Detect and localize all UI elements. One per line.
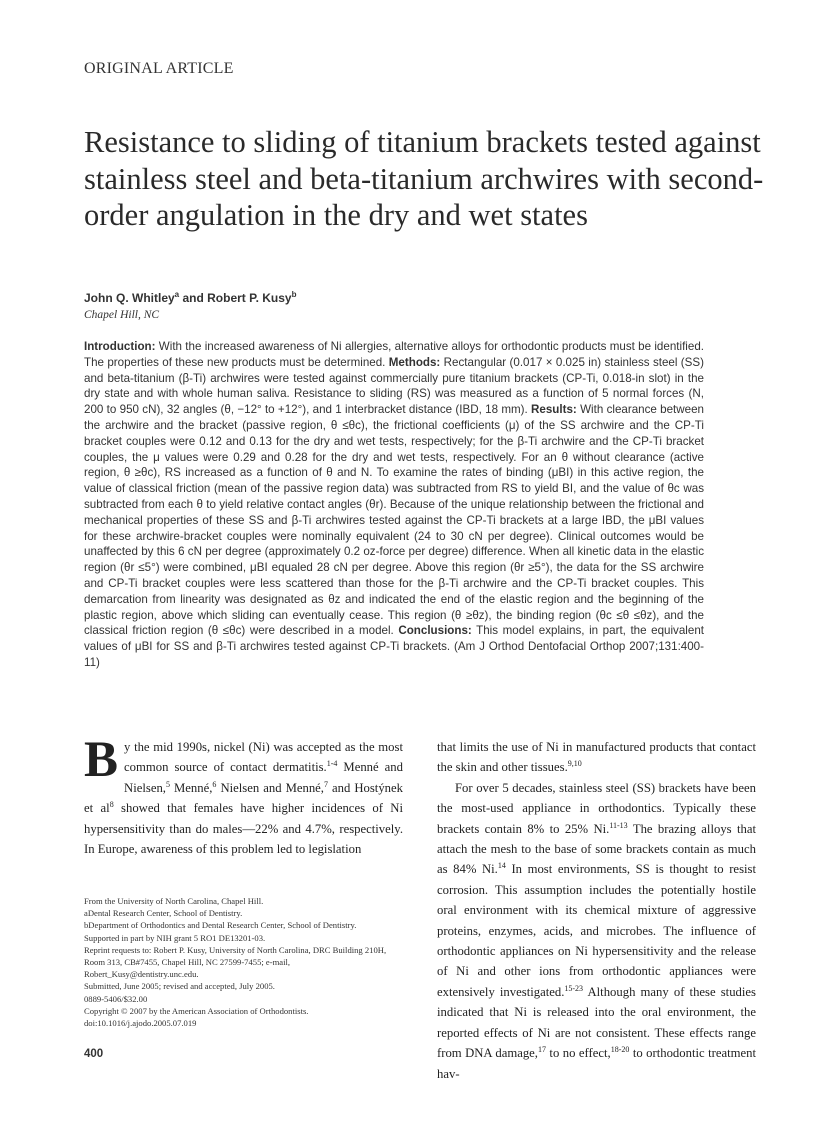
author-connector: and: [179, 291, 208, 305]
affiliation-marker: a: [174, 290, 180, 299]
reference-link[interactable]: 18-20: [610, 1044, 630, 1054]
section-label: ORIGINAL ARTICLE: [84, 60, 234, 77]
abstract-conclusions-label: Conclusions:: [398, 624, 472, 638]
body-text: Although many of these studies indicated that Ni is released into the oral environment, the reported effects of Ni are not consistent. These effects range from DNA damage,: [437, 984, 756, 1061]
footnote: bDepartment of Orthodontics and Dental Research Center, School of Dentistry.: [84, 920, 357, 931]
body-text: showed that females have higher incidences of Ni hypersensitivity than do males—22% and 4.7%, respectively. In Europe, awareness of this problem led to legislation: [84, 801, 403, 857]
article-title: Resistance to sliding of titanium brackets tested against stainless steel and beta-titanium archwires with second-order angulation in the dry and wet states: [84, 125, 764, 232]
abstract-intro-text: With the increased awareness of Ni allergies, alternative alloys for orthodontic products must be identified. The properties of these new products must be determined.: [84, 340, 704, 369]
reference-link[interactable]: 8: [109, 799, 114, 809]
body-text: that limits the use of Ni in manufactured products that contact the skin and other tissues.: [437, 740, 756, 775]
reference-link[interactable]: 14: [497, 861, 506, 871]
body-paragraph: [437, 778, 756, 1084]
reference-link[interactable]: 6: [212, 779, 217, 789]
body-text: y the mid 1990s, nickel (Ni) was accepted as the most common source of contact dermatitis.: [124, 740, 403, 775]
footnote: From the University of North Carolina, Chapel Hill.: [84, 896, 264, 906]
abstract-methods-label: Methods:: [388, 355, 441, 369]
body-text: Menné and Nielsen,: [124, 760, 403, 795]
footnote: Supported in part by NIH grant 5 RO1 DE13201-03.: [84, 932, 266, 943]
body-text: to orthodontic treatment hav-: [437, 1046, 756, 1081]
reference-link[interactable]: 7: [323, 779, 328, 789]
footnote: aDental Research Center, School of Dentistry.: [84, 908, 243, 919]
body-paragraph: [437, 737, 756, 778]
reference-link[interactable]: 1-4: [326, 759, 338, 769]
footnote: Submitted, June 2005; revised and accepted, July 2005.: [84, 981, 275, 992]
body-text: and Hostýnek et al: [84, 780, 403, 816]
body-text: Menné,: [169, 780, 213, 795]
author-line: [84, 291, 297, 305]
abstract-methods-text: Rectangular (0.017 × 0.025 in) stainless steel (SS) and beta-titanium (β-Ti) archwires were tested against commercially pure titanium brackets (CP-Ti, 0.018-in slot) in the dry state and with whole human saliva. Resistance to sliding (RS) was measured as a function of 5 normal forces (N, 200 to 950 cN), 32 angles (θ, −12° to +12°), and 1 interbracket distance (IBD, 18 mm).: [84, 355, 704, 417]
body-text: to no effect,: [545, 1046, 611, 1061]
footnote: 0889-5406/$32.00: [84, 993, 148, 1004]
doi-link[interactable]: doi:10.1016/j.ajodo.2005.07.019: [84, 1018, 197, 1029]
reference-link[interactable]: 5: [165, 779, 170, 789]
abstract: [84, 339, 704, 671]
drop-cap: B: [84, 732, 119, 788]
abstract-results-text: With clearance between the archwire and the bracket (passive region, θ ≤θc), the frictional coefficients (μ) of the SS archwire and the CP-Ti bracket couples were 0.12 and 0.13 for the dry and wet tests, respectively; for the β-Ti archwire and the CP-Ti bracket couples, the μ values were 0.29 and 0.28 for the dry and wet tests, respectively. For an θ without clearance (active region, θ ≥θc), RS increased as a function of θ and N. To examine the rates of binding (μBI) in this active region, the value of classical friction (mean of the passive region data) was subtracted from RS to yield BI, and the value of θc was subtracted from each θ to yield relative contact angles (θr). Because of the unique relationship between the frictional and mechanical properties of these SS and β-Ti archwires tested against the CP-Ti brackets at a large IBD, the μBI values for these archwire-bracket couples were nominally equivalent (24 to 30 cN per degree). Clinical outcomes would be unaffected by this 6 cN per degree (approximately 0.2 oz-force per degree) difference. When all kinetic data in the elastic region (θr ≤5°) were combined, μBI equaled 28 cN per degree. Above this region (θr ≥5°), the data for the SS archwire and CP-Ti bracket couples were less scattered than those for the β-Ti archwire and the CP-Ti bracket couples. This demarcation from linearity was designated as θz and indicated the end of the elastic region and the beginning of the plastic region, above which sliding can eventually cease. This region (θ ≥θz), the binding region (θc ≤θ ≤θz), and the classical friction region (θ ≤θc) were described in a model.: [84, 403, 704, 638]
footnotes: [84, 895, 404, 1029]
page-number: 400: [84, 1048, 104, 1060]
body-text: For over 5 decades, stainless steel (SS) brackets have been the most-used appliance in orthodontics. Typically these brackets contain 8% to 25% Ni.: [437, 780, 756, 836]
reference-link[interactable]: 9,10: [567, 759, 582, 769]
reference-link[interactable]: 15-23: [564, 983, 584, 993]
reference-link[interactable]: 17: [537, 1044, 546, 1054]
author-name: Robert P. Kusy: [207, 291, 292, 305]
affiliation-marker: b: [291, 290, 297, 299]
abstract-results-label: Results:: [531, 403, 577, 417]
author-location: Chapel Hill, NC: [84, 309, 160, 321]
author-name: John Q. Whitley: [84, 291, 175, 305]
body-text: The brazing alloys that attach the mesh to the base of some brackets contain as much as 84% Ni.: [437, 821, 756, 877]
footnote: Reprint requests to: Robert P. Kusy, University of North Carolina, DRC Building 210H, Room 313, CB#7455, Chapel Hill, NC 27599-7455; e-mail, Robert_Kusy@dentistry.unc.edu.: [84, 944, 387, 980]
reference-link[interactable]: 11-13: [609, 820, 628, 830]
body-column-right: [437, 737, 756, 1084]
abstract-intro-label: Introduction:: [84, 340, 156, 353]
footnote: Copyright © 2007 by the American Association of Orthodontists.: [84, 1005, 309, 1016]
body-text: Nielsen and Menné,: [216, 780, 324, 795]
body-column-left: [84, 732, 403, 859]
body-text: In most environments, SS is thought to resist corrosion. This assumption includes the potentially hostile oral environment with its chemical mixture of aggressive proteins, enzymes, acids, and microbes. The influence of orthodontic appliances on Ni hypersensitivity and the release of Ni and other ions from orthodontic appliances were extensively investigated.: [437, 862, 756, 999]
abstract-conclusions-text: This model explains, in part, the equivalent values of μBI for SS and β-Ti archwires tested against CP-Ti brackets. (Am J Orthod Dentofacial Orthop 2007;131:400-11): [84, 624, 704, 669]
